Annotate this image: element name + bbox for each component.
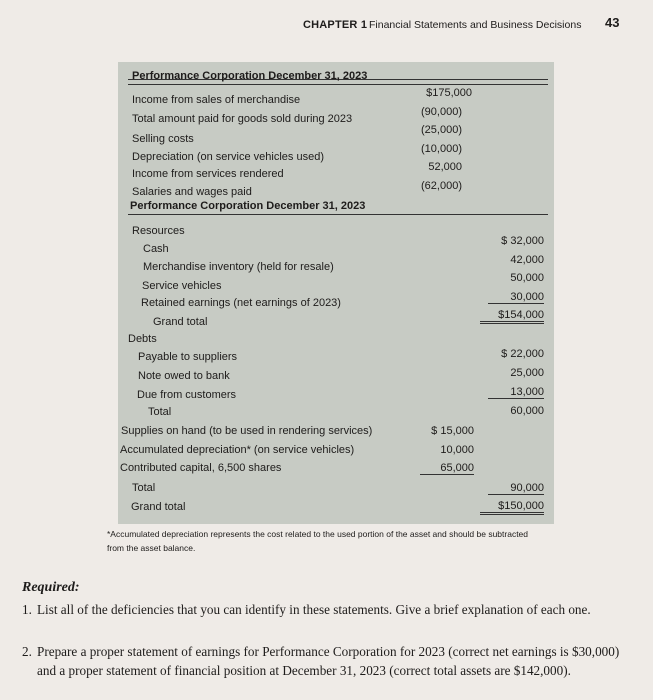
debt-label: Due from customers xyxy=(137,389,237,401)
resources-heading: Resources xyxy=(132,225,185,237)
section-rule xyxy=(128,214,548,215)
resource-amount: 50,000 xyxy=(510,272,544,284)
debt-amount: $ 22,000 xyxy=(501,348,544,360)
resource-label: Cash xyxy=(143,243,169,255)
other-item-amount: 10,000 xyxy=(440,444,474,456)
position-statement-title: Performance Corporation December 31, 2023 xyxy=(130,200,366,212)
chapter-label: CHAPTER 1 xyxy=(303,19,368,31)
required-item-number: 2. xyxy=(22,644,32,659)
earnings-row-amount: $175,000 xyxy=(426,87,472,99)
other-item-label: Supplies on hand (to be used in rendering services) xyxy=(121,425,373,437)
other-item-amount: 65,000 xyxy=(420,462,474,475)
chapter-title: Financial Statements and Business Decisions xyxy=(369,19,582,31)
debts-heading: Debts xyxy=(128,333,157,345)
earnings-row-label: Total amount paid for goods sold during 2023 xyxy=(132,113,353,125)
earnings-row-amount: (62,000) xyxy=(421,180,462,192)
required-item-text: Prepare a proper statement of earnings for Performance Corporation for 2023 (correct net earnings is $30,000) and a proper statement of financial position at December 31, 2023 (correct total assets are $142,000). xyxy=(37,644,620,678)
debts-total-amount: 60,000 xyxy=(510,405,544,417)
resource-label: Service vehicles xyxy=(142,280,222,292)
title-rule xyxy=(128,84,548,85)
resource-amount: 30,000 xyxy=(488,291,544,304)
required-item-number: 1. xyxy=(22,602,32,617)
other-item-amount: $ 15,000 xyxy=(431,425,474,437)
earnings-row-amount: (25,000) xyxy=(421,124,462,136)
earnings-row-label: Selling costs xyxy=(132,133,194,145)
debts-total-label: Total xyxy=(148,406,172,418)
resource-amount: $ 32,000 xyxy=(501,235,544,247)
footnote: *Accumulated depreciation represents the cost related to the used portion of the asset and should be subtracted from the asset balance. xyxy=(107,529,529,553)
page-header xyxy=(0,14,653,36)
resource-label: Retained earnings (net earnings of 2023) xyxy=(141,297,341,309)
resource-label: Merchandise inventory (held for resale) xyxy=(143,261,334,273)
required-item xyxy=(22,600,637,619)
page-number: 43 xyxy=(605,15,620,30)
other-item-label: Accumulated depreciation* (on service vehicles) xyxy=(120,444,355,456)
earnings-row-amount: (10,000) xyxy=(421,143,462,155)
resource-amount: 42,000 xyxy=(510,254,544,266)
other-item-label: Contributed capital, 6,500 shares xyxy=(120,462,282,474)
resources-total-amount: $154,000 xyxy=(480,309,544,324)
earnings-row-label: Income from sales of merchandise xyxy=(132,94,301,106)
earnings-row-label: Salaries and wages paid xyxy=(132,186,252,198)
other-total-amount: 90,000 xyxy=(488,482,544,495)
earnings-row-label: Depreciation (on service vehicles used) xyxy=(132,151,324,163)
grand-total-amount: $150,000 xyxy=(480,500,544,515)
grand-total-label: Grand total xyxy=(131,501,186,513)
required-item-text: List all of the deficiencies that you can identify in these statements. Give a brief explanation of each one. xyxy=(37,602,591,617)
debt-amount: 13,000 xyxy=(488,386,544,399)
required-heading: Required: xyxy=(22,580,80,595)
earnings-row-amount: 52,000 xyxy=(428,161,462,173)
required-item xyxy=(22,642,637,680)
resources-total-label: Grand total xyxy=(153,316,208,328)
earnings-row-label: Income from services rendered xyxy=(132,168,284,180)
debt-label: Note owed to bank xyxy=(138,370,230,382)
debt-amount: 25,000 xyxy=(510,367,544,379)
other-total-label: Total xyxy=(132,482,156,494)
debt-label: Payable to suppliers xyxy=(138,351,238,363)
earnings-row-amount: (90,000) xyxy=(421,106,462,118)
earnings-statement-title: Performance Corporation December 31, 2023 xyxy=(132,70,368,82)
